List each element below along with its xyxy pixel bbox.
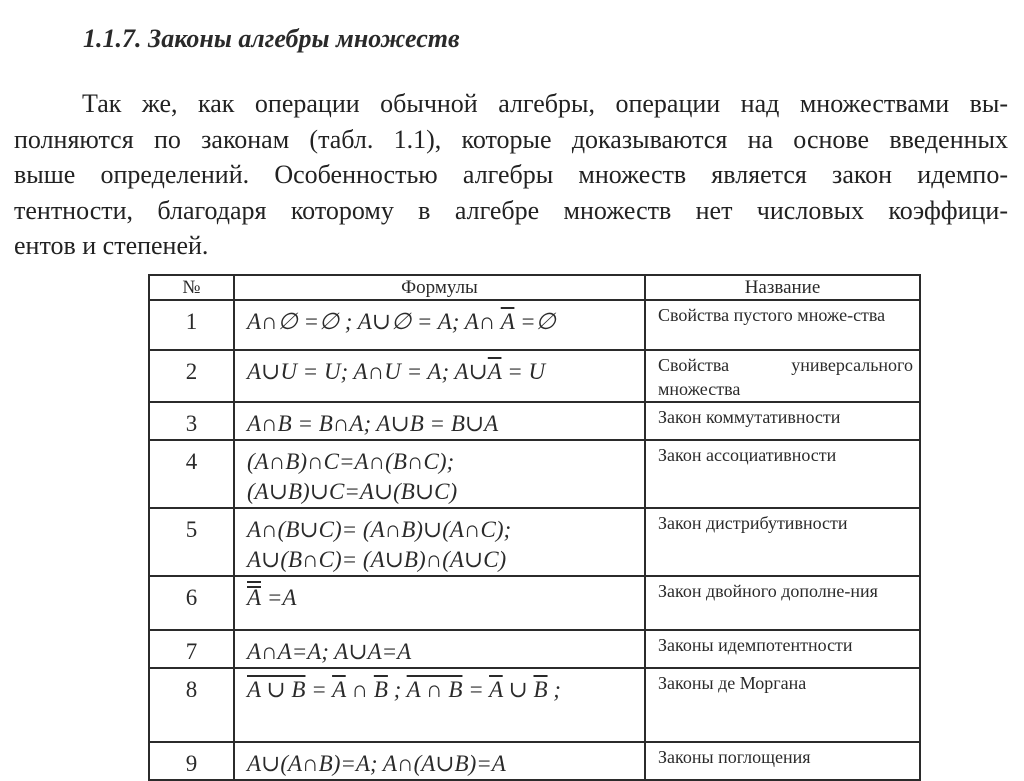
paragraph-line: Так же, как операции обычной алгебры, операции над множествами вы- (82, 89, 1008, 118)
paragraph-line: полняются по законам (табл. 1.1), которые доказываются на основе введенных (14, 124, 1008, 154)
row-number: 4 (149, 440, 234, 508)
table-row (149, 576, 920, 630)
table-row (149, 508, 920, 576)
table-row (149, 402, 920, 440)
table-row (149, 440, 920, 508)
row-number: 2 (149, 350, 234, 402)
row-number: 1 (149, 300, 234, 350)
set-algebra-laws-table (148, 274, 921, 781)
formula-line: A∩(B∪C)= (A∩B)∪(A∩C); (247, 517, 512, 542)
header-formulas: Формулы (234, 275, 645, 300)
formula-cell: A∪U = U; A∩U = A; $A\cup\overline{A} = U$ (234, 350, 645, 402)
formula-cell: A∩A=A; A∪A=A (234, 630, 645, 668)
formula-cell: A∩∅ =∅ ; A∪∅ = A; A∩ $\overline{A}$ =∅ (234, 300, 645, 350)
formula-cell (234, 508, 645, 576)
header-name: Название (645, 275, 920, 300)
law-name: Закон двойного дополне-ния (645, 576, 920, 630)
formula-cell: A∪(A∩B)=A; A∩(A∪B)=A (234, 742, 645, 780)
table-row (149, 300, 920, 350)
law-name: Закон дистрибутивности (645, 508, 920, 576)
law-name: Закон ассоциативности (645, 440, 920, 508)
table-row (149, 742, 920, 780)
law-name: Законы де Моргана (645, 668, 920, 742)
formula-cell: A∩B = B∩A; A∪B = B∪A (234, 402, 645, 440)
law-name: Законы идемпотентности (645, 630, 920, 668)
paragraph-line: ентов и степеней. (14, 231, 209, 260)
formula-cell: A ∪ $B = \overline{A}$ ∩ $\overline{B}$ ; A ∩ $B = \overline{A}$ ∪ $\overline{B}$ ; (234, 668, 645, 742)
formula-line: (A∩B)∩C=A∩(B∩C); (247, 449, 455, 474)
formula-cell (234, 440, 645, 508)
row-number: 9 (149, 742, 234, 780)
row-number: 7 (149, 630, 234, 668)
law-name: Закон коммутативности (645, 402, 920, 440)
table-row (149, 668, 920, 742)
paragraph-line: выше определений. Особенностью алгебры множеств является закон идемпо- (14, 160, 1008, 189)
row-number: 5 (149, 508, 234, 576)
law-name: Свойства пустого множе-ства (645, 300, 920, 350)
table-row (149, 630, 920, 668)
header-number: № (149, 275, 234, 300)
formula-line: (A∪B)∪C=A∪(B∪C) (247, 479, 458, 504)
paragraph-line: тентности, благодаря которому в алгебре множеств нет числовых коэффици- (14, 195, 1008, 225)
law-name: Свойства универсального множества (645, 350, 920, 402)
formula-line: A∪(B∩C)= (A∪B)∩(A∪C) (247, 547, 507, 572)
intro-paragraph (14, 86, 1008, 264)
row-number: 8 (149, 668, 234, 742)
table-row (149, 350, 920, 402)
law-name: Законы поглощения (645, 742, 920, 780)
section-heading: 1.1.7. Законы алгебры множеств (83, 24, 460, 53)
row-number: 3 (149, 402, 234, 440)
table-header-row (149, 275, 920, 300)
row-number: 6 (149, 576, 234, 630)
formula-cell: A =A (234, 576, 645, 630)
